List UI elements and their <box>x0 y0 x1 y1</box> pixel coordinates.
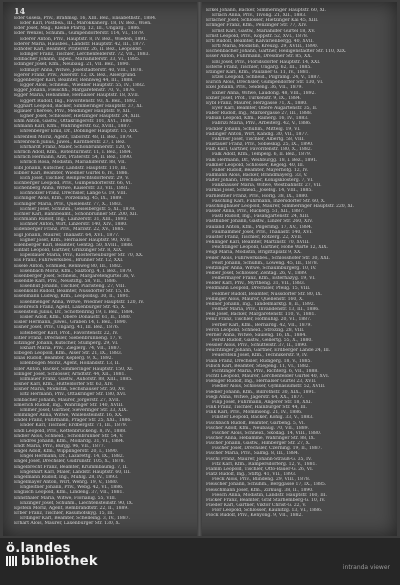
directory-entry: Fallmann Alois, Bäcker, Brandmayerg. 33, V. <box>206 173 308 178</box>
directory-entry: Engelmayer Anton, Wirt, Wehrg. 19, V., 1880. <box>14 480 119 486</box>
directory-entry: Ehrlich Rosa, Modistin, Mariahilferstr. 88, VII. <box>20 160 127 166</box>
directory-entry: Edhofer Karl, Beamter, Praterstr. 26, II. Bez., Leopoldst. <box>14 46 143 52</box>
directory-entry: Finster Leopold, Bäcker, Kohlg. 33, V., 1883. <box>212 415 314 421</box>
directory-entry: Eggenberger Karl, Beamter, Rennweg 44, III., 1888. <box>14 77 134 83</box>
directory-entry: Eisner Josef, Priv., Ungarg. 41, III. Bez., 1876. <box>14 325 120 331</box>
directory-entry: Feitzinger Anna, Witwe, Schaumburgerg. 10, IV. <box>206 265 317 271</box>
directory-entry: Eitzinger Johann, Kutscher, Stumperg. 29, VI. <box>14 340 119 346</box>
directory-entry: Fasching Karl, Fuhrmann, Inzersdorfer Str. 60, X. <box>212 198 326 204</box>
directory-entry: Esser Anton, Fuhrmann, Dresdner Str. 85, XX. <box>206 54 312 60</box>
directory-entry: Emerich Rudolf, Ing., Währinger Str. 140, XVIII. <box>14 402 124 408</box>
directory-entry: Eisenmann Ludwig, Kfm., Leopoldsg. 30, II., 1891. <box>14 294 130 300</box>
directory-entry: Eisenmenger Anna, Witwe, Wiedner Hauptstr. 120, IV. <box>20 299 144 305</box>
directory-entry: Egghart Leopold, Bäcker, Simmeringer Hauptstr. 37, XI. <box>14 103 143 109</box>
directory-entry: Eder Karl, Postbea., III., Marokkanerg. 18, IV. Bez., Wien. <box>20 21 152 27</box>
directory-entry: Fink Karl, Priv., Mommseng. 21, IV., 1886. <box>206 410 303 416</box>
directory-entry: Ertl Rudolf, Beamter, Kalvarienbergg. 40, XVII. <box>206 38 314 44</box>
directory-entry: Enzinger Josef, Schuhm., Liechtensteinstr. 90, IX. <box>20 500 134 506</box>
directory-entry: Eisendle Karl, Priv., Neustiftg. 58, VII., 1886. <box>14 278 118 284</box>
directory-entry: Fischer Adolf, Kfm., Neubaug. 70, VII., 1889. <box>206 425 309 431</box>
logo-line-2-text: bibliothek <box>21 554 98 569</box>
directory-entry: Eltz Hermann, Priv., Ottakringer Str. 180, XVI. <box>20 392 127 398</box>
directory-entry: Engel Josef, Drechsler, Gudrunstr. 105, X., 1878. <box>14 459 125 465</box>
directory-entry: Fibich Karl, Beamter, Stiegeng. 11, VI., 1882. <box>206 363 310 369</box>
directory-entry: Endl Leopold, Priv., Kettenbrückeng. 8, IV., 1888. <box>14 428 127 434</box>
directory-entry: Edlbacher Johann, Tapez., Mariahilferstr. 33, VI., 1885. <box>14 57 141 63</box>
directory-entry: Erhart Alois, Maurer, Laxenburger Str. 130, X. <box>14 521 121 527</box>
directory-entry: Falk Adolf, Kfm., Tempelg. 6, II. Bez., 1879. <box>212 152 312 158</box>
directory-entry: Feichtinger Leopold, Gärtner, Hohe Warte 12, XIX. <box>212 245 328 251</box>
directory-entry: Eichinger Alois, Kfm., Porzellang. 45, IX., 1889. <box>14 196 123 202</box>
directory-entry: Einfalt Leopold, Gärtner, Grinzinger Str. 8, XIX. <box>14 248 123 254</box>
directory-entry: Fellner Maria, Priv., Invalidenstr. 13, III., 1886. <box>212 307 320 313</box>
document-page <box>3 2 397 536</box>
directory-entry: Ferber Karl, Kfm., Bernardg. 42, VII., 1879. <box>212 322 312 328</box>
directory-entry: Eichberger Leopold, Priv., Gumpendorferstr. 66, VI. <box>14 181 133 186</box>
directory-entry: Flesch Anna, Modistin, Landstr. Hauptstr. 160, III. <box>212 492 327 498</box>
directory-entry: Fitz Karl, Kfm., Rampersdorferg. 12, V., 1881. <box>212 461 317 467</box>
directory-entry: Fiebiger Rudolf, Ing., Hernalser Gürtel 23, XVII. <box>206 379 317 385</box>
directory-entry: Flicker Franz, Beamter, Graf Starhemberg-G. 10, IV. <box>206 497 326 503</box>
directory-entry: Endt Maria, Priv., Burgg. 96, VII., 1877. <box>14 443 106 449</box>
directory-entry: Feuerstein Josef, Kfm., Technikerstr. 9, IV. <box>212 353 308 359</box>
directory-entry: Ekhart Maria, Priv., Zieglerg. 74, VII., 1887. <box>20 346 121 351</box>
directory-entry: Falb Karl, Gärtner, Favoritenstr. 180, X., 1882. <box>206 147 313 153</box>
right-column <box>206 8 390 518</box>
left-column <box>14 16 198 526</box>
directory-entry: Eisler Adolf, Kfm., Obere Donaustr. 61, II., 1880. <box>20 315 131 321</box>
directory-entry: Eisenhut Johann, Tischler, Piaristeng. 27, VIII. <box>20 284 126 290</box>
directory-entry: Ernst Leopold, Priv., Koppstr. 52, XVI., 1878. <box>206 33 309 39</box>
directory-entry: Ennsthaler Maria, Witwe, Florianig. 55, VIII. <box>14 495 117 501</box>
directory-entry: Ender Karl, Tischler, Erdbergstr. 71, III., 1879. <box>20 423 127 429</box>
directory-entry: Farkas Josef, Schneid., Josefsg. 14, VIII., 1885. <box>206 188 313 194</box>
logo-line-1: ö.landes <box>6 541 71 556</box>
directory-entry: Fadinger Anton, Wirt, Kandlg. 30, VII., 1877. <box>206 131 309 137</box>
directory-entry: Fauster Franz, Tischler, Rötzerg. 22, XVII. <box>206 234 303 240</box>
directory-entry: Ehm Anton, Gastw., Ottakringerstr. 101, XVI., 1880. <box>14 119 133 125</box>
directory-entry: Eisele Anton, Schmied, Rennweg 80, III., 1882. <box>14 263 122 269</box>
directory-entry: Egger Alois, Schneid., Wiedner Hauptstr. 55, IV., 1882. <box>20 83 146 89</box>
directory-entry: Flamm Leopold, Tischler, Otto-Bauer-G. 26, VI. <box>206 466 314 472</box>
directory-entry: Fischer Anna, Hebamme, Währinger Str. 88, IX. <box>206 435 316 441</box>
directory-entry: Eder Josef, Mag., Kleine Pfarrg. 12, III., Ungarg., 1886. <box>14 26 141 32</box>
directory-entry: Ehrenberger Emil, Dr., Döblinger Hauptstr. 15, XIX. <box>20 129 139 135</box>
directory-entry: Emminger Anna, Witwe, Wallensteinstr. 16, XX. <box>14 413 123 419</box>
directory-entry: Eisler Hermann, Juwel., Graben 14, I. Bez., 1890. <box>14 320 127 326</box>
directory-entry: Feldmann Leopold, Drechsler, Pfeilg. 15, VIII. <box>206 286 311 292</box>
directory-entry: Ehrlich Adolf, Kfm., Rotenturmstr. 11, I. Bez., 1884. <box>14 150 133 156</box>
directory-entry: Falkner Leopold, Schlosser, Kegelg. 40, III. <box>206 162 305 168</box>
directory-entry: Felbermayer Franz, Kfm., Esterhazyg. 19, VI. <box>212 276 316 282</box>
directory-entry: Etlinger Karl, Kfm., Paulaner G. 11, IV., 1881. <box>206 69 310 75</box>
directory-entry: Fischer Johann, Gastw., Himberger Str. 27, X. <box>206 441 311 447</box>
logo-line-2 <box>6 555 98 568</box>
logo-bars-icon <box>6 556 18 566</box>
directory-entry: Felber Josef, Schlosser, Zentag. 26, V., 1889. <box>206 270 308 276</box>
directory-entry: Engelhart Karl, Maler, Landstr. Hauptstr. 60, III. <box>20 469 131 475</box>
directory-entry: Fischl Franz, Maurer, Johann-Strauß-G. 35, IV. <box>206 456 312 462</box>
directory-entry: Fischer Alois, Schneid., Skodag. 14, VIII., 1880. <box>212 430 322 436</box>
directory-entry: Elsner Karl, Kfm., Hütteldorfer Str. 63, XIV. <box>14 382 114 388</box>
directory-entry: Ferner Anna, Witwe, Säuleng. 16, IX., 1884. <box>206 332 307 338</box>
directory-entry: Faller Rudolf, Beamter, Mayerhofg. 12, IV. <box>212 167 309 173</box>
directory-entry: Faistauer Franz, Priv., Sobieskig. 25, IX., 1890. <box>206 142 314 148</box>
directory-entry: Fehlinger Karl, Beamter, Martinstr. 70, XVIII. <box>206 240 310 246</box>
directory-entry: Engleitner Johann, Priv., Webg. 42, VI., 1886. <box>20 485 124 491</box>
directory-entry: Fleck Alois, Priv., Blindeng. 29, VIII., 1878. <box>212 477 311 483</box>
directory-entry: Eibner Karl, Beamter, Wiedner Gürtel 6, IV., 1886. <box>14 170 129 176</box>
directory-entry: Ellmauer Franz, Gastw., Auhofstr. 88, XIII., 1885. <box>20 376 133 382</box>
directory-entry: Erkel Johann, Bäcker, Simmeringer Hauptstr. 60, XI. <box>206 8 326 13</box>
directory-entry: Fischer Josef, Drechsler, Czerning. 19, II., 1887. <box>212 446 322 452</box>
page-number: 14 <box>14 6 26 16</box>
directory-entry: Ehrenreich Julius, Juwel., Kärntnerstr. 27, I. Bez. <box>14 139 126 145</box>
directory-entry: Ernst Karl, Gastw., Mariahilfer Gürtel 18, XV. <box>212 28 316 34</box>
directory-entry: Eyer Karl, Beamter, Obere Augartenstr. 35, II. <box>212 105 318 111</box>
directory-entry: Faschingbauer Leopold, Maurer, Simmeringer Hauptstr. 220, XI. <box>206 203 354 209</box>
directory-entry: Ehrenfeld Moriz, Agent, Taborstr. 48, II. Bez., 1879. <box>14 134 133 140</box>
directory-entry: Fichtinger Maria, Priv., Richterg. 6, VII., 1888. <box>212 368 319 374</box>
directory-entry: Falk Hermann, Dr., Weihburgg. 18, I. Bez., 1891. <box>206 157 318 163</box>
directory-entry: Fasthuber Johann, Gastw., Linzer Str. 260, XIV. <box>206 219 313 225</box>
directory-entry: Ehmann Karl, Kfm., Währingerstr. 62, XVIII., 1887. <box>14 124 131 130</box>
directory-entry: Eichler Josef, Schuhm., Geiselbergstr. 5, XI., 1878. <box>20 206 136 212</box>
directory-entry: Eisenreich Franz, Agent, Laxenburger Str. 45, X. <box>14 304 126 310</box>
directory-entry: Eichinger Maria, Priv., Quellenstr. 77, X., 1883. <box>14 201 123 207</box>
directory-entry: Eis Franz, Fuhrwerksbes., Brünner Str. 12, XXI. <box>14 258 124 264</box>
directory-entry: Eurich Alois, Drechsler, Gumpendorfer Str. 130, VI. <box>206 80 324 86</box>
directory-entry: Eigner Josef, Kfm., Hernalser Hauptstr. 90, XVII. <box>20 237 132 243</box>
directory-entry: Ellinger Josef, Schlosser, Arndtstr. 44, XII., 1881. <box>14 371 126 377</box>
directory-entry: Engelmann Rudolf, Ing., Mühlg. 28, IV., 1893. <box>14 474 119 480</box>
directory-entry: Embacher Johann, Maurer, Jörgerstr. 27, XVII. <box>14 397 121 403</box>
directory-entry: Eigl Johann, Maurer, Thaliastr. 64, XVI., 1877. <box>14 232 120 238</box>
directory-entry: Eybl Franz, Maurer, Herzgasse 71, X., 1880. <box>206 100 308 106</box>
directory-entry: Elbogen Leopold, Kfm., Alser Str. 21, IX., 1883. <box>14 351 123 357</box>
directory-entry: Edlmayr Anna, Witwe, Josefstädterstr. 40, VIII., 1878. <box>20 67 143 73</box>
directory-entry: Flor Leopold, Schlosser, Kaunitzg. 13, VI., 1886. <box>212 508 323 514</box>
directory-entry: Eichmann Rudolf, Ing., Lainzerstr. 31, XIII., 1893. <box>14 217 128 223</box>
directory-entry: Eitler Franz, Drechsler, Siebenbrunneng. 17, V. <box>14 335 123 341</box>
directory-entry: Eidenberger Franz, Priv., Märzstr. 22, XV., 1885. <box>14 227 125 233</box>
directory-entry: Feiler Alois, Fuhrwerksbes., Schlosshofer Str. 30, XXI. <box>206 255 330 261</box>
directory-entry: Eder Wenzel, Schuhm., Gumpendorferstr. 114, VI., 1879. <box>14 31 145 37</box>
directory-entry: Engel Hermann, Dr., Lazarettg. 14, IX., 1882. <box>20 454 125 460</box>
directory-entry: Faber Rudolf, Ing., Marxergasse 27, III., 1888. <box>206 111 313 117</box>
directory-entry: Fichtl Leopold, Maurer, Lerchenfelder Gürtel 40, XVI. <box>206 374 330 380</box>
directory-entry: Emmer Josef, Gärtner, Sieveringer Str. 33, XIX. <box>20 407 128 413</box>
directory-entry: Erlach Anna, Priv., Tivolig. 21, XII., 1883. <box>212 13 307 19</box>
directory-entry: Eichler Karl, Bahnbeamt., Schönbrunner Str. 200, XII. <box>14 211 138 217</box>
directory-entry: Edinger Franz, Tischler, Lerchenfelderstr. 72, VII., 1883. <box>20 52 150 58</box>
directory-entry: Ederer Anton, Priv., Hauptstr. 8, IV. Bez., Wieden, 1891. <box>20 36 148 42</box>
directory-entry: Erlacher Josef, Schlosser, Hietzinger Kai 45, XIII. <box>206 18 319 24</box>
directory-entry: Fasser Anna, Priv., Ruckerg. 51, XII., 1887. <box>206 209 305 215</box>
directory-entry: Exel Johann, Priv., Seideng. 36, VII., 1879. <box>206 85 303 91</box>
directory-entry: Eichenberg Anna, Witwe, Kaiserstr. 33, VII., 1881. <box>14 186 130 192</box>
directory-entry: Flieder Karl, Gärtner, Viktor Christ-G. 22, V. <box>206 503 307 508</box>
directory-entry: Engelbrecht Franz, Beamter, Krummbaumg. 7, II. <box>14 464 128 470</box>
directory-entry: Fankhauser Maria, Witwe, Westbahnstr. 27, VII. <box>212 183 322 189</box>
directory-entry: Feldner Rudolf, Beamter, Nussdorfer Str. 80, IX. <box>212 291 322 297</box>
directory-entry: Eisenkölbl Rudolf, Beamter, Nussdorfer Str. 15, IX. <box>14 289 131 295</box>
directory-entry: Eipeldauer Maria, Priv., Klosterneuburger Str. 70, XX. <box>20 253 144 259</box>
directory-entry: Ehrlich Hermann, Arzt, Praterstr. 54, II. Bez., 1890. <box>14 155 133 161</box>
directory-entry: Endres Johann, Kfm., Mollardg. 31, VI., 1884. <box>20 438 125 444</box>
directory-entry: Ederer Maria, Hausbes., Landstr. Hauptstr. 42, III., 1877. <box>14 41 146 47</box>
directory-entry: Egger Maria, Hebamme, Hernalser Hauptstr. 18, XVII. <box>14 93 140 99</box>
directory-entry: Fackler Johann, Schuhm., Mittelg. 19, VI. <box>206 126 301 132</box>
directory-entry: Elias Rudolf, Beamter, Keplerg. 9, X., 1892. <box>14 356 113 362</box>
directory-entry: Fels Josef, Bäcker, Margaretenstr. 110, V., 1881. <box>206 312 316 318</box>
directory-entry: Eisenberger Josef, Schneid., Margaretengürtel 36, V. <box>14 273 135 279</box>
directory-entry: Engel Adolf, Kfm., Wipplingerstr. 20, I., 1890. <box>14 449 119 455</box>
directory-entry: Farnleitner Franz, Priv., Hörlg. 38, IX., 1880. <box>206 193 309 199</box>
directory-entry: Ellenbogen Moriz, Agent, Hollandstr. 13, II. <box>20 361 120 367</box>
directory-entry: Feist Johann, Schuhm., Löweng. 45, III., 1878. <box>212 260 318 266</box>
directory-entry: Fleischmann Josef, Kfm., Zirkusg. 38, II., 1890. <box>206 487 314 493</box>
directory-entry: Eitelberger Karl, Prof., Favoritenstr. 22, IV. <box>20 330 118 336</box>
directory-entry: Erlinger Franz, Kfm., Penzinger Str. 77, XIV. <box>206 23 307 29</box>
directory-entry: Fiedler Alois, Schlosser, Gymnasiumstr. 52, XVIII. <box>212 384 326 390</box>
directory-entry: Fischbach Rudolf, Beamter, Garbeng. 5, VI. <box>206 420 306 426</box>
directory-entry: Erdinger Karl, Beamter, Schelleing. 3, IV., 1887. <box>20 516 130 522</box>
directory-entry: Eilenberger Karl, Beamter, Gentzg. 50, XVIII., 1888. <box>14 242 134 248</box>
directory-entry: Eisenstein Julius, Dr., Schottenring 19, I. Bez., 1884. <box>14 309 135 315</box>
directory-entry: Exner Anna, Witwe, Laudong. 48, VIII., 1892. <box>212 90 316 96</box>
directory-entry: Englisch Leopold, Kfm., Lindeng. 37, VII., 1881. <box>14 490 124 496</box>
directory-entry: Erber Franz, Tischler, Rasumofskyg. 15, III. <box>14 511 115 516</box>
directory-entry: Elsner Maria, Modistin, Sechshauser Str. 50, XV. <box>14 387 126 393</box>
directory-entry: Feuchtinger Johann, Gärtner, Erdberger Lände 24, III. <box>206 348 331 354</box>
directory-entry: Fastl Rudolf, Ing., Fasangartenstr. 24, XIII. <box>212 214 310 220</box>
directory-entry: Fiedler Johann, Kfm., Billrothstr. 30, XIX., 1891. <box>206 389 316 395</box>
viewer-label: intranda viewer <box>342 564 390 571</box>
directory-entry: Faulhammer Josef, Priv., Thaliastr. 140, XVI. <box>212 229 313 235</box>
directory-entry: Etzel Leopold, Schneid., Pilgramg. 24, V., 1887. <box>212 75 321 81</box>
directory-entry: Egner Josef, Schlosser, Hietzinger Hauptstr. 24, XIII. <box>20 113 141 119</box>
directory-entry: Ferstl Rudolf, Gastw., Gellertg. 55, X., 1880. <box>212 338 313 343</box>
directory-entry: Egerer Franz, Priv., Alserstr. 12, IX. Bez., Alsergrund. <box>14 72 137 78</box>
directory-entry: Fessler Alois, Priv., Schüttelstr. 37, II., 1890. <box>206 343 308 349</box>
directory-entry: Filip Josef, Fuhrmann, Angerer Str. 18, XXI. <box>212 399 312 405</box>
directory-entry: Fabian Leopold, Kfm., Rainerg. 16, IV., 1883. <box>206 116 309 122</box>
directory-entry: Eibl Johann, Kutscher, Landstr. Hauptstr. 110, III. <box>14 165 128 171</box>
directory-entry: Ferch Leopold, Schneid., Strozzig. 28, VIII. <box>206 327 305 333</box>
directory-entry: Eßl Josef, Priv., Floridsdorfer Hauptstr. 14, XXI. <box>212 59 321 65</box>
directory-entry: Fiegl Anna, Witwe, Jägerstr. 64, XX., 1877. <box>206 394 304 400</box>
directory-entry: Endler Alois, Schneid., Schönbrunner Str. 54, V. <box>14 433 124 439</box>
directory-entry: Eggert Rudolf, Ing., Favoritenstr. 93, X. Bez., 1892. <box>20 98 137 104</box>
directory-entry: Fiala Franz, Drechsler, Rüdigerg. 18, V., 1885. <box>206 358 312 364</box>
directory-entry: Eisenbach Moriz, Kfm., Salztorg. 4, I. Bez., 1879. <box>20 268 133 274</box>
directory-entry: Fauland Anton, Kfm., Pilgerimg. 17, XV., 1884. <box>206 224 313 230</box>
directory-entry: Fabrizi Maria, Priv., Arbeiterg. 42, V., 1886. <box>212 121 312 127</box>
directory-entry: Edlinger Josef, Kfm., Neubaug. 21, VII. Bez., 1890. <box>14 62 130 68</box>
directory-entry: Fischer Maria, Priv., Salmg. 8, III., 1884. <box>206 451 300 457</box>
directory-entry: Felder Karl, Priv., Myrtheng. 31, VII., 1883. <box>206 281 306 287</box>
directory-entry: Feigl Maria, Modistin, Brigittaplatz 9, XX. <box>206 250 302 256</box>
directory-entry: Falter Johann, Drechsler, Königsklosterg. 7, VI. <box>206 178 314 184</box>
library-logo[interactable] <box>6 542 98 568</box>
directory-entry: Fahrner Josef, Tischler, Albertg. 58, VIII. <box>212 136 305 142</box>
directory-entry: Fink Franz, Tischler, Hainburger Str. 44, III. <box>206 405 308 411</box>
directory-entry: Ehrhardt Franz, Maler, Schönbrunnerstr. 120, V. <box>20 144 131 150</box>
directory-entry: Fellner Johann, Ing., Tandelmarktg. 8, II., 1892. <box>206 301 316 307</box>
directory-entry: Eichner Anton, Wirt, Linzerstr. 140, XIV., 1880. <box>20 222 128 228</box>
directory-entry: Flöck Rudolf, Priv., Kenyong. 9, VII., 1882. <box>206 513 303 519</box>
directory-entry: Fellinger Alois, Maurer, Quellenstr. 160, X. <box>206 296 304 302</box>
directory-entry: Exner Josef, Prof., Türkenstr. 9, IX., 1884. <box>206 95 302 101</box>
directory-entry: Ertl Maria, Modistin, Kreuzg. 29, XVIII., 1890. <box>212 44 319 50</box>
directory-entry: Esterle Franz, Tischler, Ungarg. 62, III., 1885. <box>206 64 312 70</box>
directory-entry: Egger Johann, Fleischh., Margaretenstr. 70, V., 1876. <box>14 88 136 94</box>
directory-entry: Fenz Franz, Tischler, Hofmühlg. 20, VI., 1887. <box>206 317 312 323</box>
directory-entry: Eichholzer Franz, Drechsler, Lange G. 19, VIII. <box>20 191 127 197</box>
directory-entry: Eder Gisela, Priv., Brahmsg. 16, XIII. Bez., Elisabethstr., 1884. <box>14 16 157 21</box>
directory-entry: Eglauer Therese, Priv., Meidlinger Hauptstr. 9, XII. <box>14 108 131 114</box>
directory-entry: Eschenbacher Johann, Gärtner, Heiligenstädter Str. 110, XIX. <box>206 49 347 55</box>
directory-entry: Endel Franz, Fuhrmann, Prager Str. 25, XXI., 1886. <box>14 418 132 424</box>
directory-entry: Epstein Moriz, Agent, Rembrandtstr. 22, II., 1889. <box>14 505 129 511</box>
directory-entry: Eich Josef, Tischler, Reinprechtsdorferstr. 29, V. <box>20 175 129 181</box>
directory-entry: Eller Anton, Bäcker, Simmeringer Hauptstr. 150, XI. <box>14 366 134 372</box>
directory-entry: Flatz Rudolf, Ing., Stiftg. 41, VII., 1893. <box>206 472 297 478</box>
directory-entry: Fleischer Johann, Schuhm., Berggasse 17, IX., 1885. <box>206 482 327 488</box>
